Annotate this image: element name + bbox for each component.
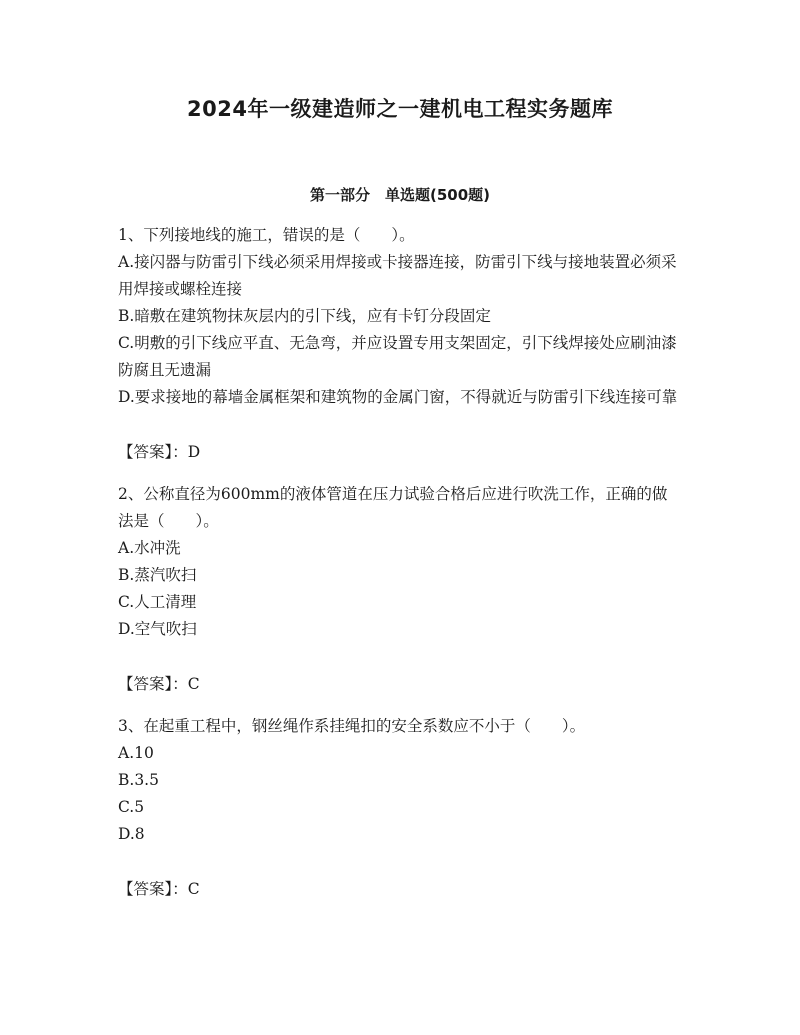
option-a: A.接闪器与防雷引下线必须采用焊接或卡接器连接，防雷引下线与接地装置必须采用焊接或螺栓连接 <box>118 253 677 298</box>
answer-line <box>118 876 678 903</box>
option-c: C.明敷的引下线应平直、无急弯，并应设置专用支架固定，引下线焊接处应刷油漆防腐且无遗漏 <box>118 334 677 379</box>
option-c: C.人工清理 <box>118 593 197 611</box>
answer-label: 【答案】 <box>118 880 173 898</box>
question-block <box>118 713 678 903</box>
option-d: D.空气吹扫 <box>118 620 197 638</box>
answer-value: ：D <box>172 443 201 461</box>
answer-value: ：C <box>172 880 200 898</box>
option-a: A.水冲洗 <box>118 539 181 557</box>
question-stem: 2、公称直径为600mm的液体管道在压力试验合格后应进行吹洗工作，正确的做法是（ ）。 <box>118 485 668 530</box>
option-b: B.蒸汽吹扫 <box>118 566 197 584</box>
question-list <box>118 222 678 918</box>
answer-line <box>118 439 678 466</box>
answer-label: 【答案】 <box>118 443 173 461</box>
question-block <box>118 481 678 698</box>
option-b: B.暗敷在建筑物抹灰层内的引下线，应有卡钉分段固定 <box>118 307 491 325</box>
answer-line <box>118 671 678 698</box>
answer-label: 【答案】 <box>118 675 173 693</box>
option-d: D.8 <box>118 825 145 843</box>
answer-value: ：C <box>172 675 200 693</box>
option-b: B.3.5 <box>118 771 159 789</box>
option-d: D.要求接地的幕墙金属框架和建筑物的金属门窗，不得就近与防雷引下线连接可靠 <box>118 388 678 406</box>
question-stem: 3、在起重工程中，钢丝绳作系挂绳扣的安全系数应不小于（ ）。 <box>118 717 586 735</box>
option-a: A.10 <box>118 744 154 762</box>
document-title: 2024年一级建造师之一建机电工程实务题库 <box>187 97 613 121</box>
section-heading: 第一部分 单选题(500题) <box>309 186 491 204</box>
question-stem: 1、下列接地线的施工，错误的是（ ）。 <box>118 226 415 244</box>
question-block <box>118 222 678 466</box>
option-c: C.5 <box>118 798 145 816</box>
